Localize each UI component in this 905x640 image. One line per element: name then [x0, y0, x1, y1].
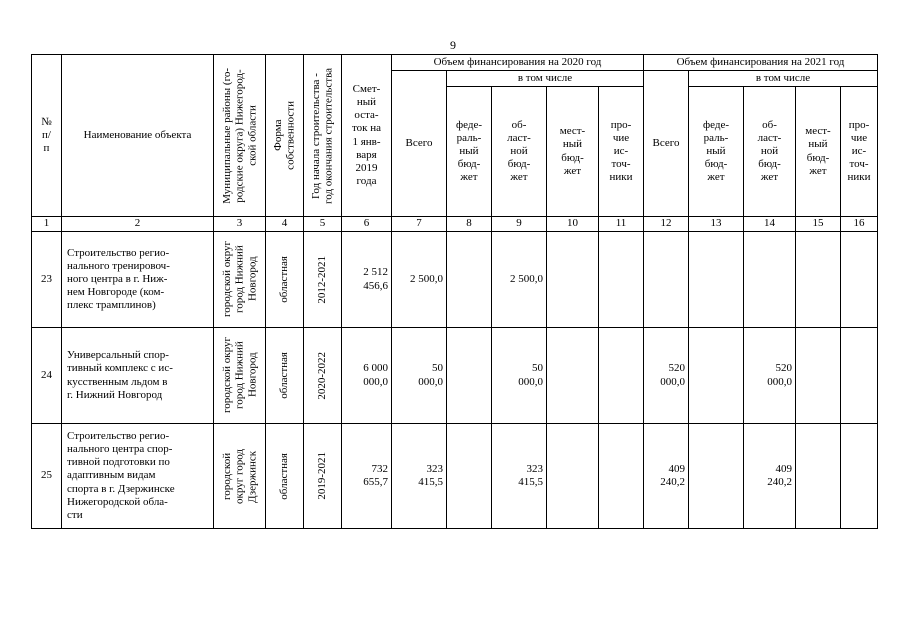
total-2021: [644, 232, 689, 328]
col-number: 7: [392, 217, 447, 232]
col-number: 2: [62, 217, 214, 232]
federal-2020: [447, 424, 492, 529]
header-including-2020: в том числе: [447, 71, 644, 87]
col-number: 16: [841, 217, 878, 232]
header-federal-2020: феде- раль- ный бюд- жет: [447, 87, 492, 217]
table-row: [32, 424, 878, 529]
header-row-1: [32, 55, 878, 71]
header-name: Наименование объекта: [62, 55, 214, 217]
ownership: областная: [266, 232, 304, 328]
estimate-balance: 2 512 456,6: [342, 232, 392, 328]
header-years: Год начала строительства - год окончания строительства: [304, 55, 342, 217]
header-group-2021: Объем финансирования на 2021 год: [644, 55, 878, 71]
financing-table: [31, 54, 878, 529]
regional-2020: 323 415,5: [492, 424, 547, 529]
header-regional-2020: об- ласт- ной бюд- жет: [492, 87, 547, 217]
regional-2020: 50 000,0: [492, 328, 547, 424]
header-including-2021: в том числе: [689, 71, 878, 87]
header-local-2021: мест- ный бюд- жет: [796, 87, 841, 217]
col-number: 12: [644, 217, 689, 232]
table-row: [32, 232, 878, 328]
col-number: 14: [744, 217, 796, 232]
federal-2021: [689, 328, 744, 424]
federal-2020: [447, 328, 492, 424]
local-2021: [796, 232, 841, 328]
regional-2021: [744, 232, 796, 328]
years: 2019-2021: [304, 424, 342, 529]
total-2021: 409 240,2: [644, 424, 689, 529]
local-2020: [547, 232, 599, 328]
header-group-2020: Объем финансирования на 2020 год: [392, 55, 644, 71]
header-district: Муниципальные районы (го- родские округа) Нижегород- ской области: [214, 55, 266, 217]
ownership: областная: [266, 328, 304, 424]
regional-2020: 2 500,0: [492, 232, 547, 328]
object-name: Строительство регио- нального тренировоч- ного центра в г. Ниж- нем Новгороде (ком- плекс трамплинов): [62, 232, 214, 328]
federal-2021: [689, 232, 744, 328]
district: городской округ город Дзержинск: [214, 424, 266, 529]
header-ownership: Форма собственности: [266, 55, 304, 217]
other-2021: [841, 424, 878, 529]
federal-2020: [447, 232, 492, 328]
header-federal-2021: феде- раль- ный бюд- жет: [689, 87, 744, 217]
col-number: 1: [32, 217, 62, 232]
estimate-balance: 732 655,7: [342, 424, 392, 529]
years: 2012-2021: [304, 232, 342, 328]
col-number: 11: [599, 217, 644, 232]
header-num: № п/ п: [32, 55, 62, 217]
column-number-row: [32, 217, 878, 232]
table-row: [32, 328, 878, 424]
other-2021: [841, 328, 878, 424]
other-2020: [599, 424, 644, 529]
other-2020: [599, 232, 644, 328]
header-total-2021: Всего: [644, 71, 689, 217]
local-2020: [547, 328, 599, 424]
header-regional-2021: об- ласт- ной бюд- жет: [744, 87, 796, 217]
header-other-2020: про- чие ис- точ- ники: [599, 87, 644, 217]
col-number: 4: [266, 217, 304, 232]
years: 2020-2022: [304, 328, 342, 424]
col-number: 9: [492, 217, 547, 232]
object-name: Строительство регио- нального центра спор- тивной подготовки по адаптивным видам спорта в г. Дзержинске Нижегородской обла- сти: [62, 424, 214, 529]
col-number: 5: [304, 217, 342, 232]
federal-2021: [689, 424, 744, 529]
col-number: 13: [689, 217, 744, 232]
col-number: 15: [796, 217, 841, 232]
header-local-2020: мест- ный бюд- жет: [547, 87, 599, 217]
header-balance: Смет- ный оста- ток на 1 янв- варя 2019 года: [342, 55, 392, 217]
page-number: 9: [450, 38, 456, 52]
row-num: 25: [32, 424, 62, 529]
district: городской округ город Нижний Новгород: [214, 328, 266, 424]
col-number: 3: [214, 217, 266, 232]
total-2020: 50 000,0: [392, 328, 447, 424]
other-2020: [599, 328, 644, 424]
regional-2021: 409 240,2: [744, 424, 796, 529]
local-2020: [547, 424, 599, 529]
col-number: 6: [342, 217, 392, 232]
header-total-2020: Всего: [392, 71, 447, 217]
col-number: 8: [447, 217, 492, 232]
total-2020: 2 500,0: [392, 232, 447, 328]
local-2021: [796, 328, 841, 424]
estimate-balance: 6 000 000,0: [342, 328, 392, 424]
header-other-2021: про- чие ис- точ- ники: [841, 87, 878, 217]
local-2021: [796, 424, 841, 529]
object-name: Универсальный спор- тивный комплекс с ис- кусственным льдом в г. Нижний Новгород: [62, 328, 214, 424]
total-2020: 323 415,5: [392, 424, 447, 529]
total-2021: 520 000,0: [644, 328, 689, 424]
other-2021: [841, 232, 878, 328]
col-number: 10: [547, 217, 599, 232]
regional-2021: 520 000,0: [744, 328, 796, 424]
row-num: 23: [32, 232, 62, 328]
district: городской округ город Нижний Новгород: [214, 232, 266, 328]
row-num: 24: [32, 328, 62, 424]
ownership: областная: [266, 424, 304, 529]
